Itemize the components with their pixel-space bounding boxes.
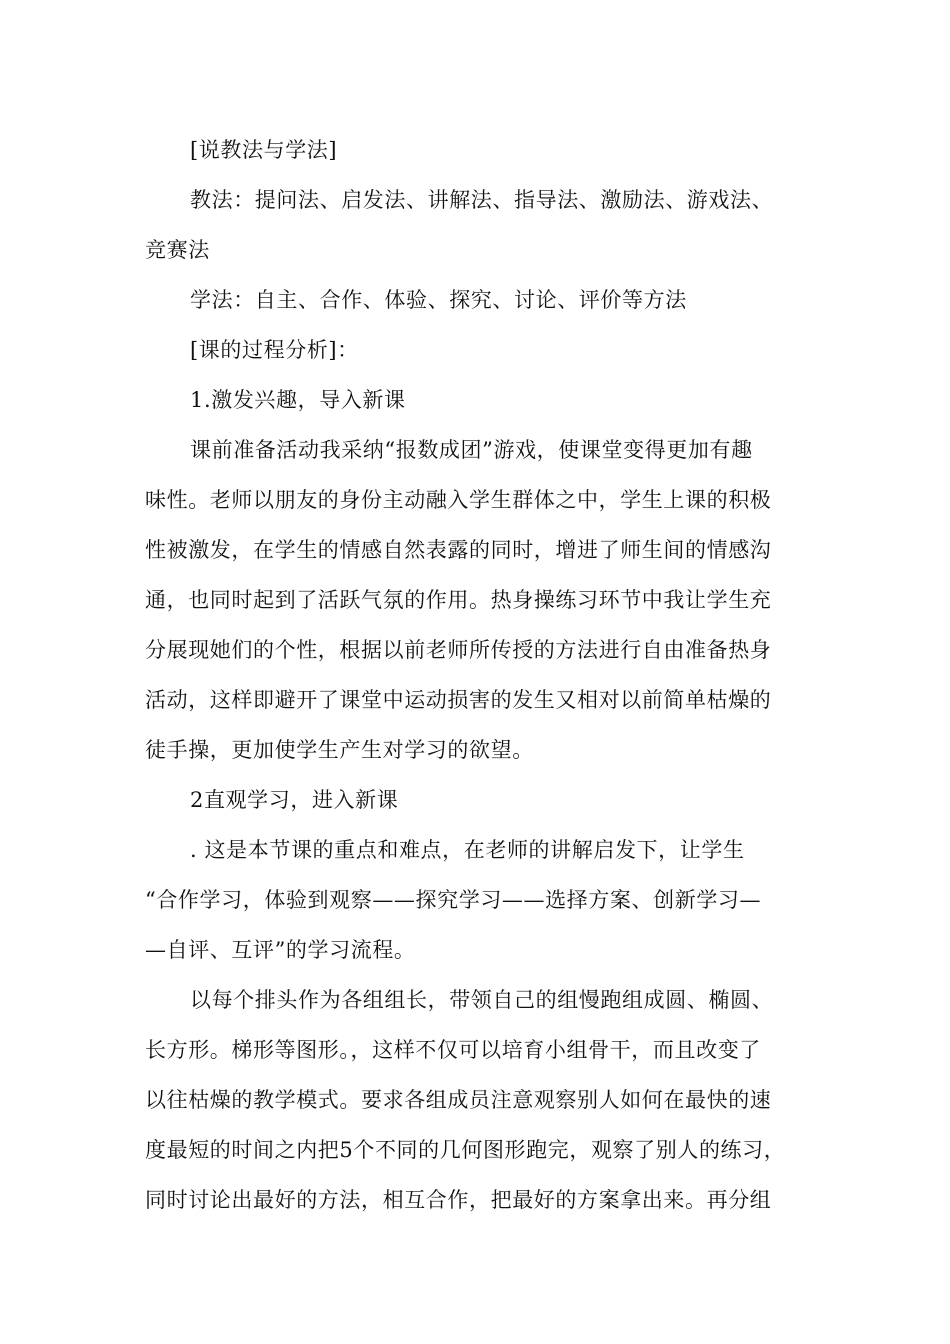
paragraph-line: 课前准备活动我采纳“报数成团”游戏，使课堂变得更加有趣 xyxy=(190,438,753,462)
paragraph-line: 以往枯燥的教学模式。要求各组成员注意观察别人如何在最快的速 xyxy=(145,1088,772,1112)
paragraph-line: “合作学习，体验到观察——探究学习——选择方案、创新学习— xyxy=(145,888,762,912)
subheading-2: 2直观学习，进入新课 xyxy=(190,788,399,812)
paragraph-line: 徒手操，更加使学生产生对学习的欲望。 xyxy=(145,738,534,762)
paragraph-line: 同时讨论出最好的方法，相互合作，把最好的方案拿出来。再分组 xyxy=(145,1188,772,1212)
paragraph-line: 竞赛法 xyxy=(145,238,210,262)
paragraph-line: 通，也同时起到了活跃气氛的作用。热身操练习环节中我让学生充 xyxy=(145,588,772,612)
paragraph-line: . 这是本节课的重点和难点，在老师的讲解启发下，让学生 xyxy=(190,838,745,862)
subheading-1: 1.激发兴趣，导入新课 xyxy=(190,388,406,412)
section-heading-process: [课的过程分析]： xyxy=(190,338,359,362)
paragraph-line: —自评、互评”的学习流程。 xyxy=(145,938,416,962)
paragraph-line: 以每个排头作为各组组长，带领自己的组慢跑组成圆、椭圆、 xyxy=(190,988,774,1012)
section-heading-methods: [说教法与学法] xyxy=(190,138,338,162)
paragraph-line: 度最短的时间之内把5个不同的几何图形跑完，观察了别人的练习， xyxy=(145,1138,786,1162)
paragraph-line: 学法：自主、合作、体验、探究、讨论、评价等方法 xyxy=(190,288,687,312)
paragraph-line: 活动，这样即避开了课堂中运动损害的发生又相对以前简单枯燥的 xyxy=(145,688,772,712)
paragraph-line: 性被激发，在学生的情感自然表露的同时，增进了师生间的情感沟 xyxy=(145,538,772,562)
paragraph-line: 味性。老师以朋友的身份主动融入学生群体之中，学生上课的积极 xyxy=(145,488,772,512)
paragraph-line: 长方形。梯形等图形。，这样不仅可以培育小组骨干，而且改变了 xyxy=(145,1038,761,1062)
paragraph-line: 分展现她们的个性，根据以前老师所传授的方法进行自由准备热身 xyxy=(145,638,772,662)
paragraph-line: 教法：提问法、启发法、讲解法、指导法、激励法、游戏法、 xyxy=(190,188,774,212)
